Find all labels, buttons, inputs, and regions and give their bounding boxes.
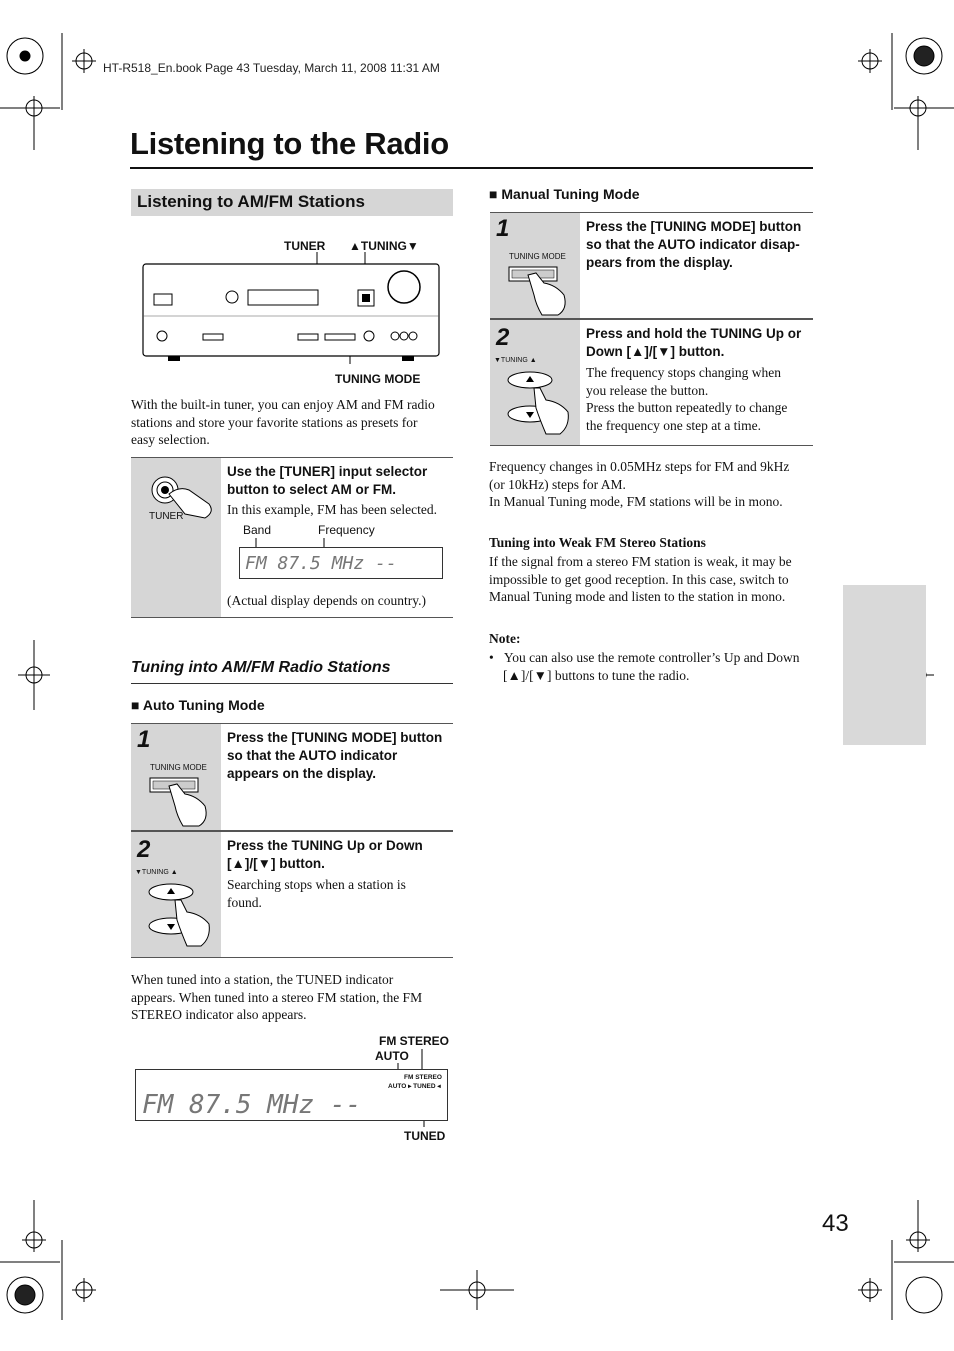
tuned-line: STEREO indicator also appears. [131,1007,307,1022]
weak-stations-heading: Tuning into Weak FM Stereo Stations [489,535,706,550]
page-title: Listening to the Radio [130,126,449,161]
note-list [489,649,819,684]
display-note: (Actual display depends on country.) [227,593,426,608]
step-tuner-title [227,463,427,499]
auto-tuning-heading-text: Auto Tuning Mode [142,697,265,713]
tuned-paragraph [131,971,456,1024]
fm-stereo-label: FM STEREO [379,1034,450,1048]
manual-step-1-title [586,218,801,272]
step-title-line: Down [▲]/[▼] button. [586,344,725,359]
title-rule [130,167,813,169]
note-heading: Note: [489,631,521,646]
step-number: 2 [137,836,151,863]
auto-label: AUTO [375,1049,409,1063]
tuning-panel-label: ▲TUNING▼ [349,239,419,253]
frequency-label: Frequency [318,523,375,537]
step-title-line: Press the [TUNING MODE] button [227,730,443,745]
tuning-mode-panel-label: TUNING MODE [335,372,421,386]
intro-line: stations and store your favorite stations as presets for [131,414,418,430]
step-number: 1 [137,726,151,753]
intro-line: easy selection. [131,432,210,447]
section-title: Listening to AM/FM Stations [137,192,365,211]
tuner-panel-label: TUNER [284,239,326,253]
tuned-lcd-display [135,1069,448,1121]
auto-step-1 [131,723,453,831]
auto-step-2-text [227,876,406,911]
tuning-icon-label: ▼TUNING ▲ [135,869,178,876]
tuning-up-down-press-icon [145,880,219,948]
band-label: Band [243,523,272,537]
receiver-front-panel-illustration [140,252,445,364]
step-title-line: button to select AM or FM. [227,482,396,497]
auto-step-2 [131,831,453,958]
auto-step-1-title [227,729,442,783]
tuned-line: appears. When tuned into a stereo FM station, the FM [131,989,423,1005]
tuner-lcd-display [239,547,443,579]
square-bullet-icon: ■ [489,186,502,202]
step-text-line: you release the button. [586,382,709,398]
auto-step-2-title [227,837,423,873]
manual-tuning-heading [489,186,640,202]
step-number: 1 [496,215,510,242]
bullet-icon: • [489,650,504,665]
frequency-paragraph [489,458,819,511]
auto-tuned-indicators: AUTO ▸ TUNED ◂ [388,1083,441,1090]
intro-paragraph [131,396,456,449]
step-number: 2 [496,324,510,351]
manual-tuning-heading-text: Manual Tuning Mode [501,186,640,202]
tuner-icon-label: TUNER [149,511,184,522]
step-title-line: Press the [TUNING MODE] button [586,219,802,234]
manual-step-2-title [586,325,801,361]
step-text-line: Press the button repeatedly to change [586,400,788,415]
lcd-frequency-large: FM 87.5 MHz -- [142,1090,362,1120]
step-title-line: so that the AUTO indicator disap- [586,237,800,252]
manual-step-1 [490,212,813,319]
step-title-line: Press the TUNING Up or Down [227,838,423,853]
step-title-line: so that the AUTO indicator [227,748,398,763]
weak-line: impossible to get good reception. In this case, switch to [489,571,789,587]
step-text-line: The frequency stops changing when [586,365,781,380]
note-line: [▲]/[▼] buttons to tune the radio. [503,667,690,683]
lcd-frequency-text: FM 87.5 MHz -- [245,553,397,574]
note-line: You can also use the remote controller’s Up and Down [503,650,800,665]
tuning-mode-button-press-icon [147,776,217,830]
step-title-line: pears from the display. [586,255,733,270]
fm-stereo-indicator: FM STEREO [404,1074,442,1081]
weak-line: Manual Tuning mode and listen to the station in mono. [489,589,786,604]
tuning-subheading: Tuning into AM/FM Radio Stations [131,659,391,676]
tuning-up-down-press-icon [504,368,578,436]
tuning-icon-label: ▼TUNING ▲ [494,357,537,364]
step-title-line: Press and hold the TUNING Up or [586,326,802,341]
step-tuner-select [131,457,453,618]
freq-line: Frequency changes in 0.05MHz steps for FM and 9kHz [489,459,790,474]
step-text-line: Searching stops when a station is [227,877,406,892]
step-title-line: [▲]/[▼] button. [227,856,325,871]
tuning-mode-icon-label: TUNING MODE [509,252,566,261]
note-item [489,649,819,667]
auto-tuning-heading [131,697,265,713]
weak-line: If the signal from a stereo FM station is weak, it may be [489,554,792,569]
square-bullet-icon: ■ [131,697,143,713]
manual-step-2 [490,319,813,446]
freq-line: In Manual Tuning mode, FM stations will be in mono. [489,494,783,509]
step-text-line: the frequency one step at a time. [586,417,762,433]
tuning-mode-icon-label: TUNING MODE [150,763,207,772]
chapter-tab [843,585,926,745]
page-number: 43 [822,1210,849,1237]
freq-line: (or 10kHz) steps for AM. [489,476,626,492]
tuned-label: TUNED [404,1129,446,1143]
tuned-line: When tuned into a station, the TUNED indicator [131,972,394,987]
section-header [131,189,453,216]
step-title-line: appears on the display. [227,766,377,781]
step-title-line: Use the [TUNER] input selector [227,464,428,479]
weak-stations-paragraph [489,553,819,606]
tuning-mode-button-press-icon [506,265,576,319]
step-text-line: found. [227,894,262,910]
subheading-rule [131,683,453,684]
book-header: HT-R518_En.book Page 43 Tuesday, March 11, 2008 11:31 AM [103,61,440,75]
step-tuner-text: In this example, FM has been selected. [227,502,437,517]
intro-line: With the built-in tuner, you can enjoy AM and FM radio [131,397,435,412]
manual-step-2-text [586,364,787,434]
